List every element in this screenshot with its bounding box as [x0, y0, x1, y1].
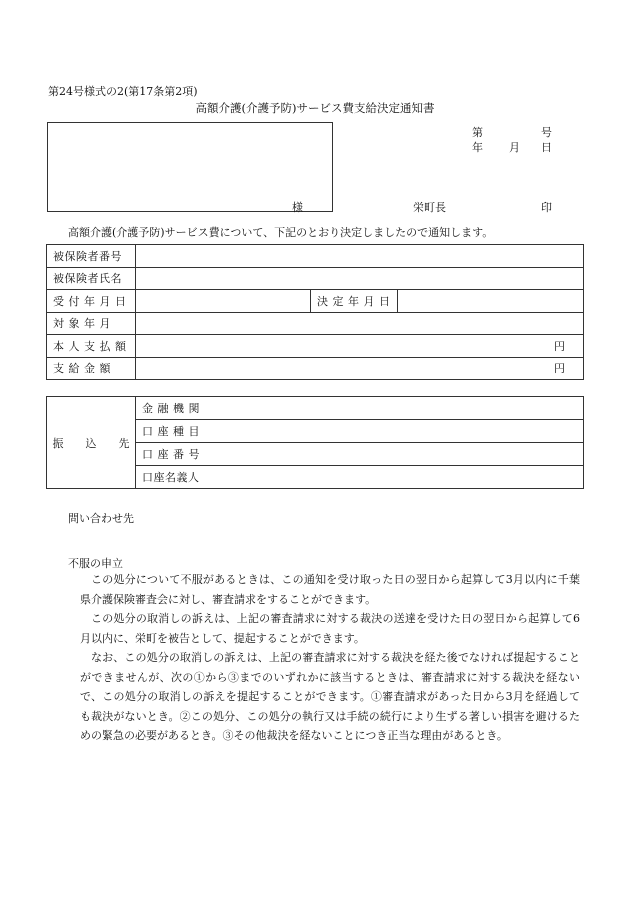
- heading-char: 振: [52, 436, 64, 450]
- issuer-mayor: 栄町長: [413, 201, 446, 214]
- table-row: [47, 267, 584, 290]
- decision-date-label: 決 定 年 月 日: [311, 290, 398, 313]
- account-number-label: 口 座 番 号: [136, 443, 584, 466]
- account-holder-label: 口座名義人: [136, 466, 584, 489]
- appeal-paragraph: この処分について不服があるときは、この通知を受け取った日の翌日から起算して3月以内に千葉県介護保険審査会に対し、審査請求をすることができます。: [80, 573, 580, 606]
- table-row: [47, 312, 584, 335]
- decision-date-value: [398, 290, 584, 313]
- seal-mark: 印: [541, 201, 552, 214]
- doc-number-suffix: 号: [541, 126, 552, 139]
- decision-info-table: [46, 244, 584, 380]
- date-year-label: 年: [472, 141, 483, 154]
- insured-number-value: [136, 245, 584, 268]
- self-paid-label: 本 人 支 払 額: [47, 335, 136, 358]
- doc-number-prefix: 第: [472, 126, 483, 139]
- received-date-value: [136, 290, 311, 313]
- document-title: 高額介護(介護予防)サービス費支給決定通知書: [195, 101, 435, 115]
- payment-amount-label: 支 給 金 額: [47, 357, 136, 380]
- insured-name-label: 被保険者氏名: [47, 267, 136, 290]
- transfer-destination-heading: [47, 397, 136, 489]
- date-month-label: 月: [509, 141, 520, 154]
- table-row: [47, 245, 584, 268]
- financial-institution-label: 金 融 機 関: [136, 397, 584, 420]
- table-row: [47, 335, 584, 358]
- insured-number-label: 被保険者番号: [47, 245, 136, 268]
- table-row: [47, 357, 584, 380]
- appeal-heading: 不服の申立: [68, 557, 123, 570]
- table-row: [47, 290, 584, 313]
- payment-amount-yen: 円: [136, 357, 584, 380]
- date-day-label: 日: [541, 141, 552, 154]
- self-paid-yen: 円: [136, 335, 584, 358]
- contact-label: 問い合わせ先: [68, 512, 134, 525]
- received-date-label: 受 付 年 月 日: [47, 290, 136, 313]
- form-number: 第24号様式の2(第17条第2項): [48, 85, 198, 98]
- intro-sentence: 高額介護(介護予防)サービス費について、下記のとおり決定しましたので通知します。: [68, 226, 494, 239]
- target-month-label: 対 象 年 月: [47, 312, 136, 335]
- appeal-paragraph: なお、この処分の取消しの訴えは、上記の審査請求に対する裁決を経た後でなければ提起することができませんが、次の①から③までのいずれかに該当するときは、審査請求に対する裁決を経ないで、この処分の取消しの訴えを提起することができます。①審査請求があった日から3月を経過しても裁決がないとき。②この処分、この処分の執行又は手続の続行により生ずる著しい損害を避けるための緊急の必要があるとき。③その他裁決を経ないことにつき正当な理由があるとき。: [80, 651, 580, 742]
- appeal-paragraph: この処分の取消しの訴えは、上記の審査請求に対する裁決の送達を受けた日の翌日から起算して6月以内に、栄町を被告として、提起することができます。: [80, 612, 580, 645]
- recipient-honorific: 様: [292, 201, 303, 214]
- insured-name-value: [136, 267, 584, 290]
- bank-transfer-table: [46, 396, 584, 489]
- target-month-value: [136, 312, 584, 335]
- account-type-label: 口 座 種 目: [136, 420, 584, 443]
- heading-char: 先: [118, 436, 130, 450]
- recipient-address-box: [47, 122, 333, 212]
- heading-char: 込: [85, 436, 97, 450]
- table-row: [47, 397, 584, 420]
